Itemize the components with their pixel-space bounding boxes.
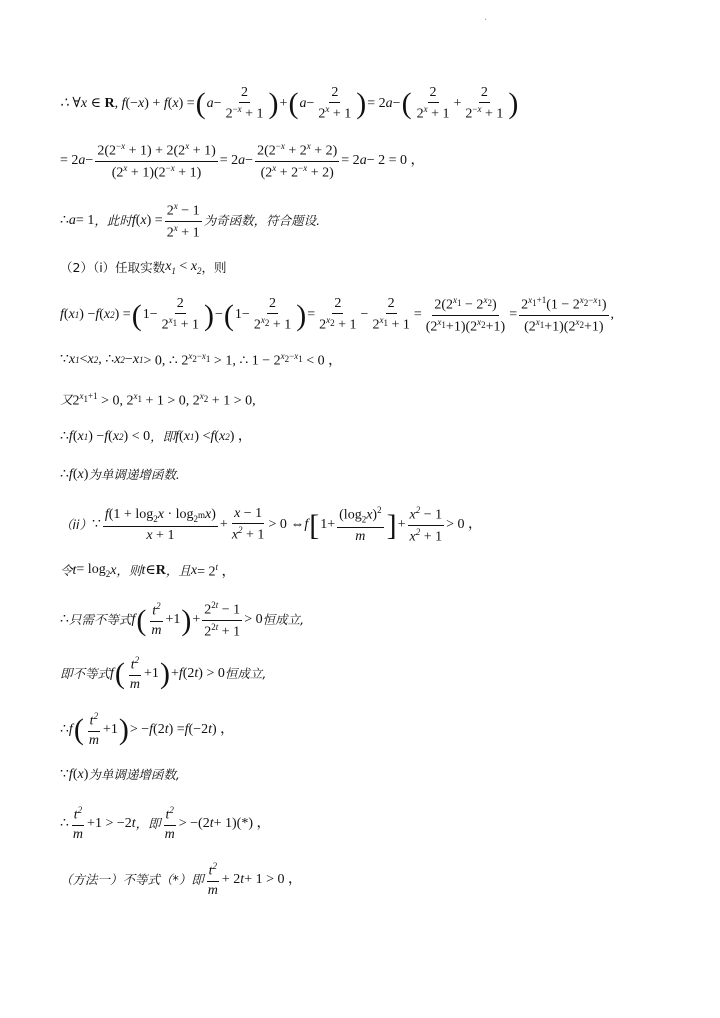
text-ji: ，即 — [150, 428, 176, 444]
equation-line-1: ∴ ∀x ∈ R, f(−x) + f(x) = ( a − $\frac{2}{2^{-x} + 1}$ ) + ( a − $\frac{2}{2^x + 1}$ ) = 2 a − ( $\frac{2}{2^x + 1}$ + $\frac{2}{2^{-x} + 1}$ ) — [60, 85, 519, 122]
equation-line-12: ∴ 只需不等式 f ( $\frac{t^2}{m}$ +1 ) + $\frac{2^{2t} - 1}{2^{2t} + 1}$ > 0 恒成立, — [60, 600, 305, 640]
text-part-ii: （ii） — [60, 516, 92, 532]
text-ling: 令 — [60, 563, 73, 579]
page-dot: . — [484, 12, 488, 23]
text-part2-intro: （2）（i）任取实数 — [60, 259, 166, 275]
text-ji-2: ，即 — [135, 815, 161, 831]
equation-line-17: （方法一）不等式（*）即 $\frac{t^2}{m}$ + 2 t + 1 > 0 ， — [60, 861, 302, 898]
equation-line-8: ∴ f ( x 1 ) − f ( x 2 ) < 0 ，即 f ( x 1 ) < f ( x 2 ) ， — [60, 428, 252, 444]
equation-line-2: = 2 a − $\frac{2(2^{-x} + 1) + 2(2^x + 1)}{(2^x + 1)(2^{-x} + 1)}$ = 2 a − $\frac{2(2^{-x} + 2^x + 2)}{(2^x + 2^{-x} + 2)}$ = 2 a − 2 = 0 ， — [60, 141, 425, 181]
text-always-holds-2: 恒成立, — [224, 665, 267, 681]
text-only-need: 只需不等式 — [68, 611, 132, 627]
equation-line-4: （2）（i）任取实数 $x_1 < x_2$ ，则 — [60, 259, 227, 276]
text-ci-shi: ，此时 — [94, 212, 132, 228]
equation-line-16: ∴ $\frac{t^2}{m}$ +1 > −2 t ，即 $\frac{t^2}{m}$ > −(2 t + 1)(*) ， — [60, 805, 271, 842]
text-qie: ，且 — [165, 563, 191, 579]
text-monotonic-increasing-2: 为单调递增函数, — [88, 766, 180, 782]
text-monotonic-increasing: 为单调递增函数. — [88, 466, 180, 482]
equation-line-10: （ii） ∵ $\frac{f(1 + \log_2x \cdot \log_{2^m}x)}{x + 1}$ + $\frac{x - 1}{x^2 + 1}$ > 0 ⇔ f [ 1+ $\frac{(\log_2x)^2}{m}$ ] + $\frac{x^2 - 1}{x^2 + 1}$ > 0 ， — [60, 505, 483, 545]
equation-line-5: f ( x 1 ) − f ( x 2 ) = ( 1− $\frac{2}{2^{x_1} + 1}$ ) − ( 1− $\frac{2}{2^{x_2} + 1}$ ) = $\frac{2}{2^{x_2} + 1}$ − $\frac{2}{2^{x_1} + 1}$ = $\frac{2(2^{x_1} - 2^{x_2})}{(2^{x_1}+1)(2^{x_2}+1)}$ = $\frac{2^{x_1+1}(1 - 2^{x_2-x_1})}{(2^{x_1}+1)(2^{x_2}+1)}$ , — [60, 295, 615, 335]
text-odd-function: 为奇函数，符合题设. — [203, 212, 321, 228]
equation-line-15: ∵ f ( x ) 为单调递增函数, — [60, 766, 180, 782]
equation-line-14: ∴ f ( $\frac{t^2}{m}$ +1 ) > − f (2 t ) = f (−2 t ) ， — [60, 711, 235, 748]
equation-line-3: ∴ a = 1 ，此时 f ( x ) = $\frac{2^x - 1}{2^x + 1}$ 为奇函数，符合题设. — [60, 201, 321, 241]
equation-line-9: ∴ f ( x ) 为单调递增函数. — [60, 466, 180, 482]
equation-line-6: ∵ x 1 < x 2 , ∴ x 2 − x 1 > 0, ∴ $2^{x_2-x_1} > 1$, ∴ $1 - 2^{x_2-x_1} < 0$ ， — [60, 351, 343, 369]
equation-line-11: 令 t = $\log_2$ x ，则 t ∈ R ，且 x = $2^t$ ， — [60, 562, 236, 580]
text-method-one: （方法一）不等式（*）即 — [60, 871, 204, 887]
text-that-is-ineq: 即不等式 — [60, 665, 111, 681]
equation-line-13: 即不等式 f ( $\frac{t^2}{m}$ +1 ) + f (2 t ) > 0 恒成立, — [60, 655, 267, 692]
text-always-holds-1: 恒成立, — [262, 611, 305, 627]
text-then: ，则 — [201, 259, 227, 275]
text-ze: ，则 — [116, 563, 142, 579]
text-you: 又 — [60, 392, 73, 408]
equation-line-7: 又 $2^{x_1+1} > 0$, $2^{x_1} + 1 > 0$, $2^{x_2} + 1 > 0$, — [60, 391, 256, 409]
